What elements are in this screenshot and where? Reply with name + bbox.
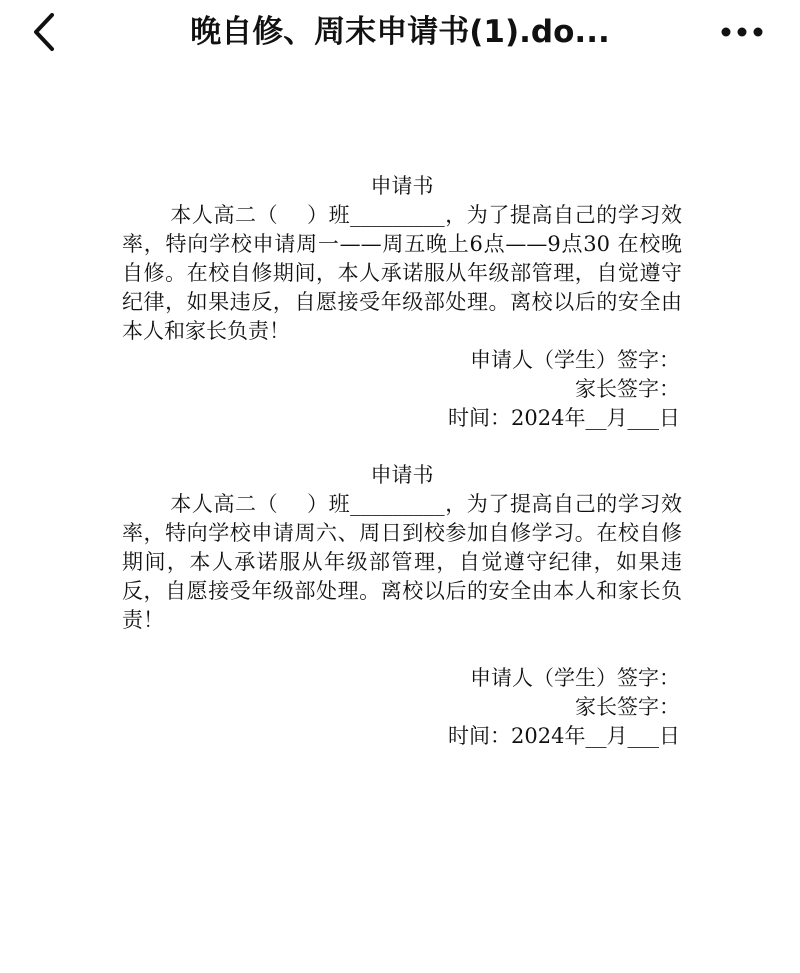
application-form-weekday	[122, 172, 682, 433]
application-form-weekend	[122, 461, 682, 751]
form-title: 申请书	[370, 174, 434, 198]
date-line: 时间：2024年__月___日	[448, 724, 680, 748]
back-button[interactable]	[24, 10, 68, 54]
student-signature-line: 申请人（学生）签字：	[470, 348, 680, 372]
date-line: 时间：2024年__月___日	[448, 406, 680, 430]
form-body-paragraph: 本人高二（ ）班_________，为了提高自己的学习效率，特向学校申请周六、周日到校参加自修学习。在校自修期间，本人承诺服从年级部管理，自觉遵守纪律，如果违反，自愿接受年级部处理。离校以后的安全由本人和家长负责！	[122, 492, 682, 632]
chevron-left-icon	[24, 10, 68, 54]
more-dots-icon	[716, 14, 772, 50]
document-title: 晚自修、周末申请书(1).do...	[190, 14, 610, 50]
parent-signature-line: 家长签字：	[575, 695, 680, 719]
more-options-button[interactable]	[716, 14, 772, 50]
form-title: 申请书	[370, 463, 434, 487]
student-signature-line: 申请人（学生）签字：	[470, 666, 680, 690]
form-body-paragraph: 本人高二（ ）班_________，为了提高自己的学习效率，特向学校申请周一——周五晚上6点——9点30 在校晚自修。在校自修期间，本人承诺服从年级部管理，自觉遵守纪律，如果违反，自愿接受年级部处理。离校以后的安全由本人和家长负责！	[122, 203, 682, 343]
blank-line	[122, 635, 682, 664]
top-navigation-bar	[0, 0, 800, 64]
document-page	[122, 172, 682, 751]
parent-signature-line: 家长签字：	[575, 377, 680, 401]
